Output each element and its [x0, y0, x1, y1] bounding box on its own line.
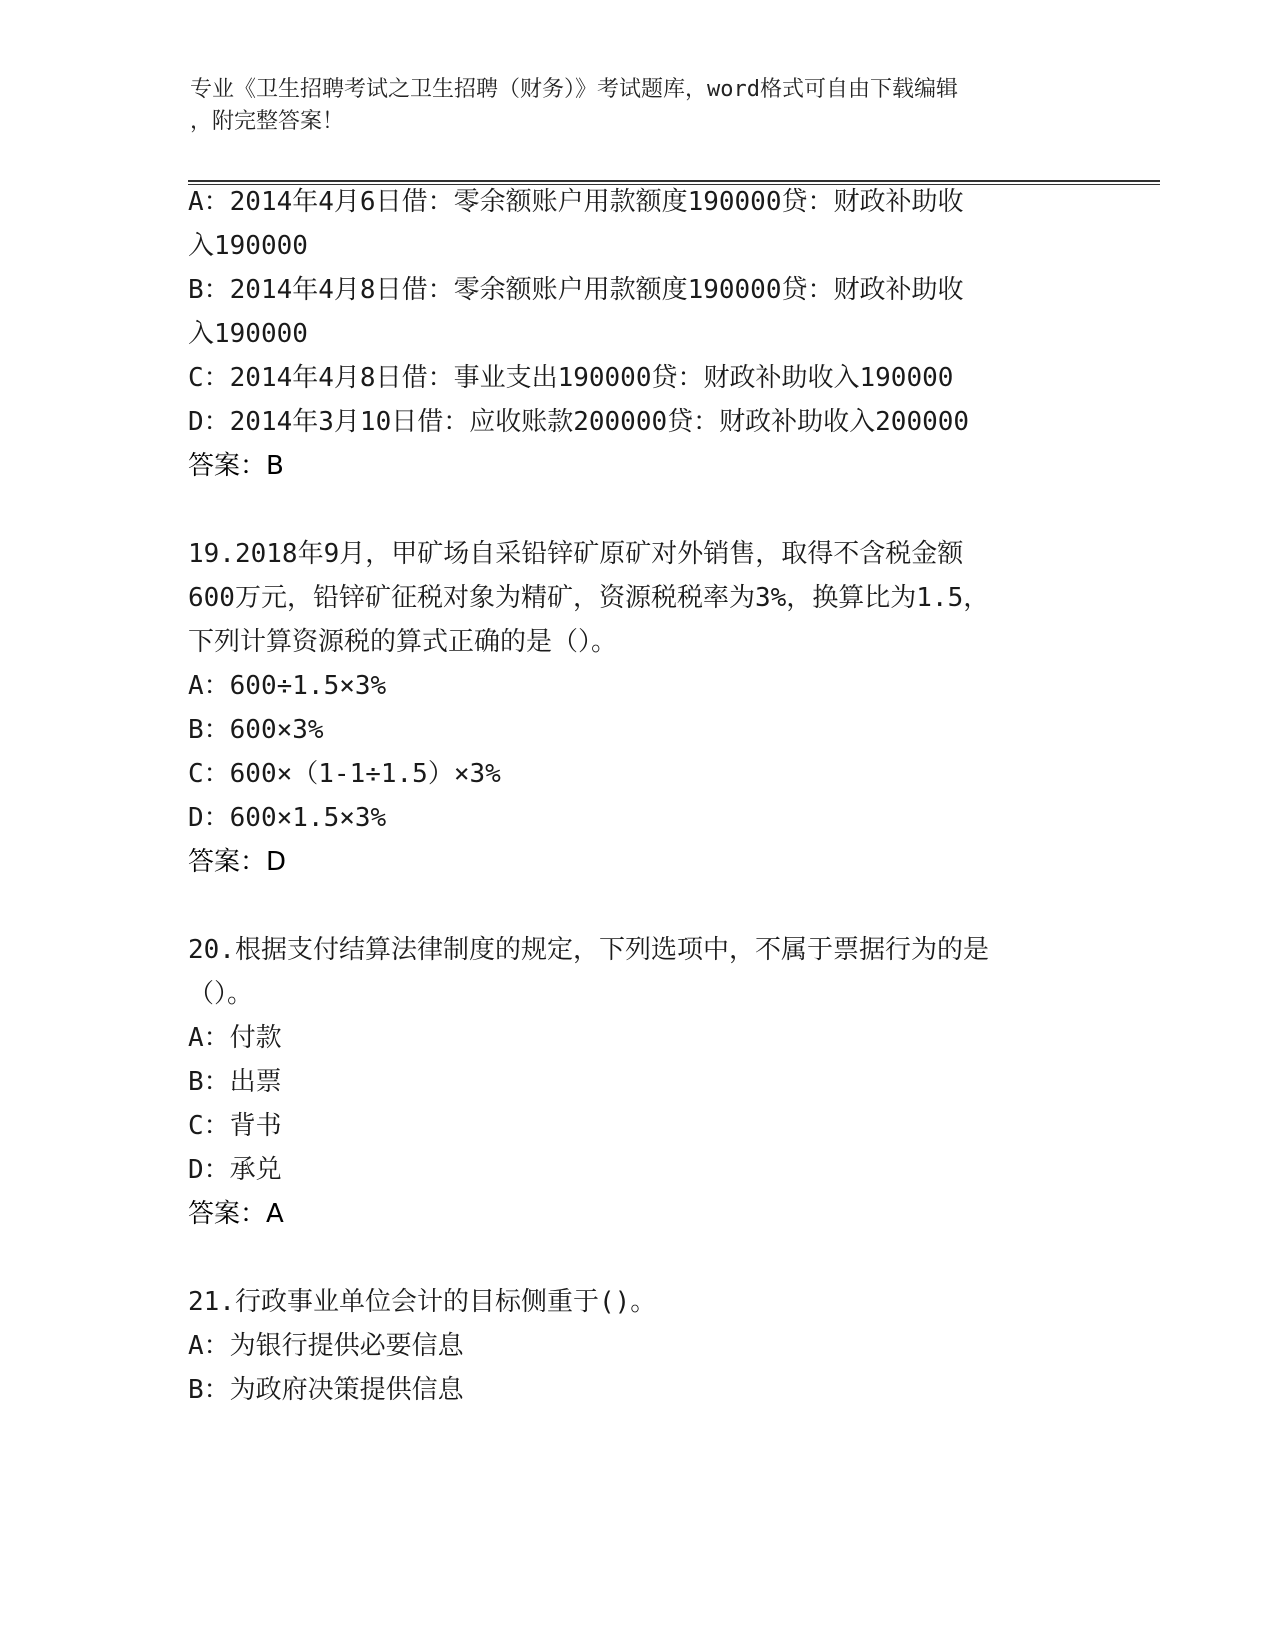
q18-option-c: C：2014年4月8日借：事业支出190000贷：财政补助收入190000 — [188, 363, 954, 393]
header-line-2: ，附完整答案！ — [190, 109, 345, 134]
q19-answer: 答案：D — [188, 847, 287, 877]
header-line-1: 专业《卫生招聘考试之卫生招聘（财务）》考试题库，word格式可自由下载编辑 — [190, 77, 958, 102]
q19-stem-line-3: 下列计算资源税的算式正确的是（）。 — [188, 627, 618, 657]
q19-stem-line-2: 600万元，铅锌矿征税对象为精矿，资源税税率为3%，换算比为1.5， — [188, 583, 990, 613]
q20-stem-line-2: （）。 — [188, 979, 254, 1009]
q20-option-c: C：背书 — [188, 1111, 282, 1141]
q20-option-a: A：付款 — [188, 1023, 282, 1053]
q20-option-d: D：承兑 — [188, 1155, 282, 1185]
q19-stem-line-1: 19.2018年9月，甲矿场自采铅锌矿原矿对外销售，取得不含税金额 — [188, 539, 964, 569]
q21-option-b: B：为政府决策提供信息 — [188, 1375, 464, 1405]
q21-option-a: A：为银行提供必要信息 — [188, 1331, 464, 1361]
q21-stem: 21.行政事业单位会计的目标侧重于()。 — [188, 1287, 657, 1317]
q20-stem-line-1: 20.根据支付结算法律制度的规定，下列选项中，不属于票据行为的是 — [188, 935, 989, 965]
q18-option-d: D：2014年3月10日借：应收账款200000贷：财政补助收入200000 — [188, 407, 970, 437]
q19-option-a: A：600÷1.5×3% — [188, 671, 387, 701]
document-header — [190, 74, 1090, 138]
q19-option-b: B：600×3% — [188, 715, 324, 745]
q18-option-a-line-1: A：2014年4月6日借：零余额账户用款额度190000贷：财政补助收 — [188, 187, 964, 217]
q18-answer: 答案：B — [188, 451, 284, 481]
q18-option-b-line-1: B：2014年4月8日借：零余额账户用款额度190000贷：财政补助收 — [188, 275, 964, 305]
q19-option-d: D：600×1.5×3% — [188, 803, 387, 833]
q19-option-c: C：600×（1-1÷1.5）×3% — [188, 759, 501, 789]
q20-option-b: B：出票 — [188, 1067, 282, 1097]
q18-option-b-line-2: 入190000 — [188, 319, 308, 349]
q20-answer: 答案：A — [188, 1199, 284, 1229]
q18-option-a-line-2: 入190000 — [188, 231, 308, 261]
